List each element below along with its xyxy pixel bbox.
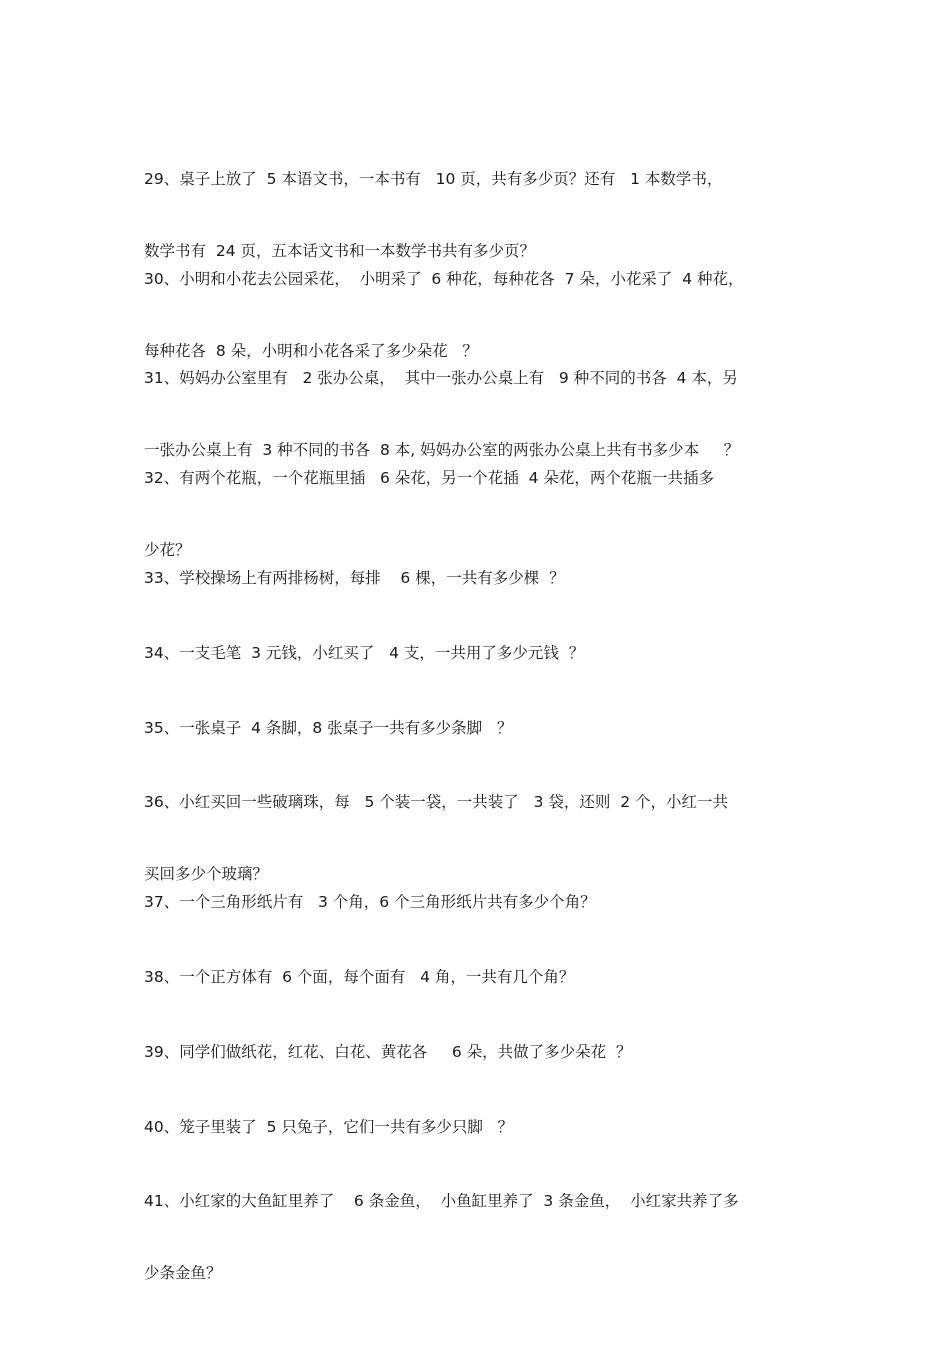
question-line: 34、一支毛笔 3 元钱，小红买了 4 支，一共用了多少元钱 ？ [144,644,585,662]
question-line: 29、桌子上放了 5 本语文书，一本书有 10 页，共有多少页？还有 1 本数学书， [144,170,723,188]
question-line: 38、一个正方体有 6 个面，每个面有 4 角，一共有几个角？ [144,968,575,986]
question-line: 每种花各 8 朵，小明和小花各采了多少朵花 ？ [144,342,478,360]
question-line: 30、小明和小花去公园采花， 小明采了 6 种花，每种花各 7 朵，小花采了 4 种花， [144,270,744,288]
question-line: 37、一个三角形纸片有 3 个角，6 个三角形纸片共有多少个角？ [144,893,596,911]
question-line: 一张办公桌上有 3 种不同的书各 8 本, 妈妈办公室的两张办公桌上共有书多少本 ？ [144,441,740,459]
question-line: 少花？ [144,541,191,559]
question-line: 39、同学们做纸花，红花、白花、黄花各 6 朵，共做了多少朵花 ？ [144,1043,632,1061]
question-line: 36、小红买回一些破璃珠，每 5 个装一袋，一共装了 3 袋，还则 2 个，小红一共 [144,793,729,811]
question-line: 数学书有 24 页，五本话文书和一本数学书共有多少页？ [144,242,536,260]
question-line: 少条金鱼？ [144,1264,222,1282]
question-41 [144,1141,812,1333]
question-line: 40、笼子里装了 5 只兔子，它们一共有多少只脚 ？ [144,1118,514,1136]
question-line: 买回多少个玻璃？ [144,865,269,883]
question-line: 41、小红家的大鱼缸里养了 6 条金鱼， 小鱼缸里养了 3 条金鱼， 小红家共养了多 [144,1192,739,1210]
question-line: 31、妈妈办公室里有 2 张办公桌， 其中一张办公桌上有 9 种不同的书各 4 本，另 [144,369,738,387]
question-line: 35、一张桌子 4 条脚，8 张桌子一共有多少条脚 ？ [144,719,513,737]
question-line: 32、有两个花瓶，一个花瓶里插 6 朵花，另一个花插 4 朵花，两个花瓶一共插多 [144,469,714,487]
question-line: 33、学校操场上有两排杨树，每排 6 棵，一共有多少棵 ？ [144,569,565,587]
